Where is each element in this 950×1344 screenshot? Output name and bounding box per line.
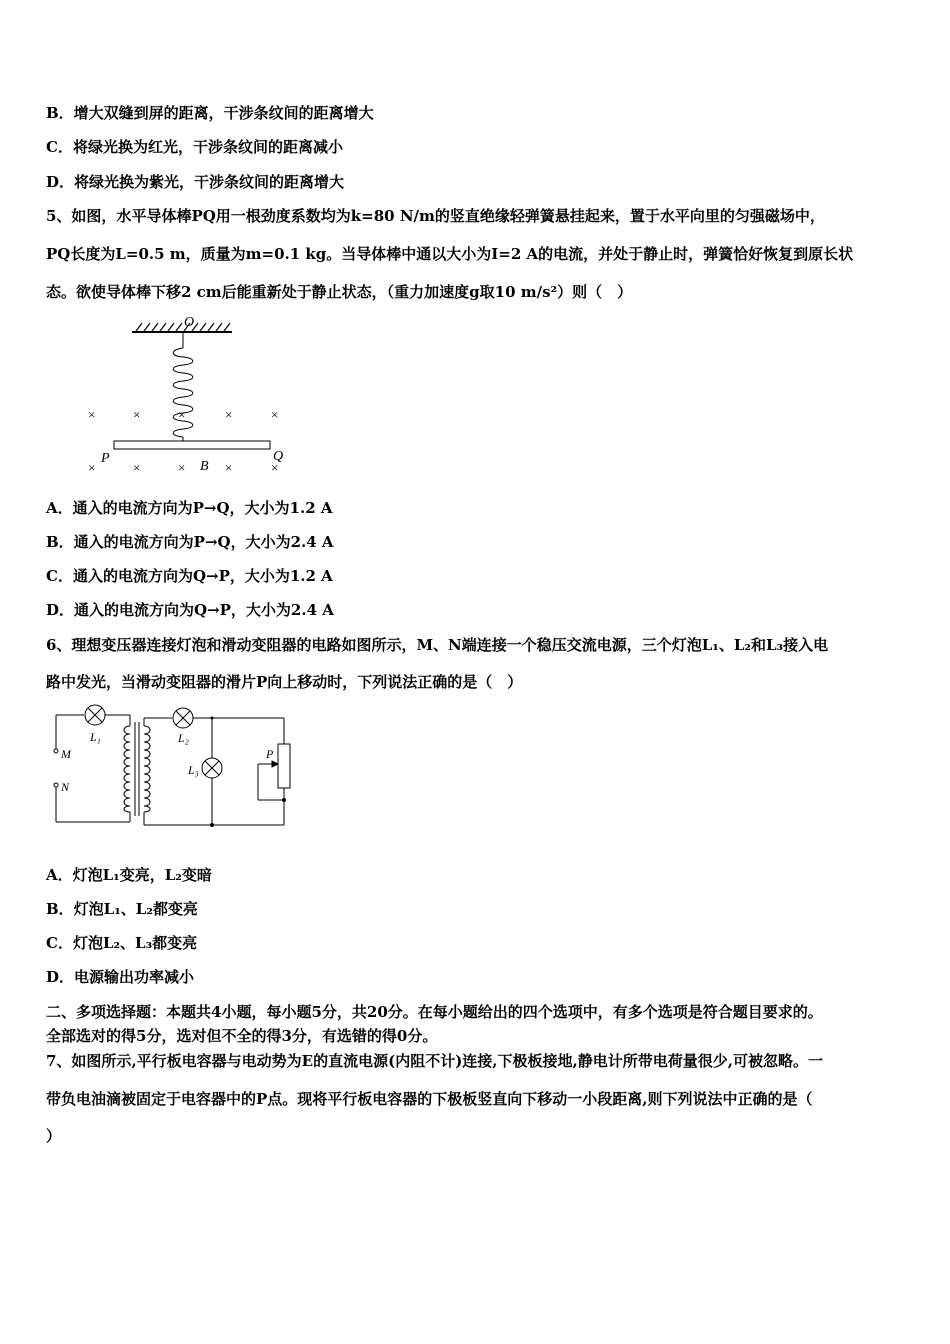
q5-fig-label-b: B — [200, 459, 209, 474]
q5-figure — [80, 310, 300, 480]
q5-option-d: D．通入的电流方向为Q→P，大小为2.4 A — [46, 601, 334, 619]
q5-fig-cross: × — [133, 407, 141, 422]
q6-figure — [44, 704, 294, 830]
q5-fig-cross: × — [178, 460, 186, 475]
q5-option-a: A．通入的电流方向为P→Q，大小为1.2 A — [46, 499, 333, 517]
q5-option-c: C．通入的电流方向为Q→P，大小为1.2 A — [46, 567, 333, 585]
q5-fig-cross: × — [271, 407, 279, 422]
q4-option-d: D．将绿光换为紫光，干涉条纹间的距离增大 — [46, 173, 345, 191]
q6-fig-label-n: N — [61, 780, 70, 794]
q5-fig-label-q: Q — [273, 449, 284, 464]
q5-fig-cross: × — [225, 407, 233, 422]
q5-fig-label-p: P — [101, 451, 110, 466]
q5-fig-cross: × — [133, 460, 141, 475]
q4-option-c: C．将绿光换为红光，干涉条纹间的距离减小 — [46, 138, 343, 156]
q6-option-b: B．灯泡L₁、L₂都变亮 — [46, 900, 198, 918]
q5-stem-line1: 5、如图，水平导体棒PQ用一根劲度系数均为k=80 N/m的竖直绝缘轻弹簧悬挂起来，置于水平向里的匀强磁场中， — [46, 207, 825, 225]
q5-fig-cross: × — [88, 407, 96, 422]
q5-stem-line2: PQ长度为L=0.5 m，质量为m=0.1 kg。当导体棒中通以大小为I=2 A的电流，并处于静止时，弹簧恰好恢复到原长状 — [46, 245, 854, 263]
q6-fig-label-m: M — [61, 747, 71, 761]
q5-fig-cross: × — [225, 460, 233, 475]
q5-fig-cross: × — [271, 460, 279, 475]
q6-stem-line1: 6、理想变压器连接灯泡和滑动变阻器的电路如图所示，M、N端连接一个稳压交流电源，三个灯泡L₁、L₂和L₃接入电 — [46, 636, 829, 654]
q6-fig-label-l3: L₃ — [188, 763, 199, 777]
q6-fig-label-l1: L₁ — [90, 730, 101, 744]
q4-option-b: B．增大双缝到屏的距离，干涉条纹间的距离增大 — [46, 104, 374, 122]
q5-option-b: B．通入的电流方向为P→Q，大小为2.4 A — [46, 533, 334, 551]
section2-heading-line1: 二、多项选择题：本题共4小题，每小题5分，共20分。在每小题给出的四个选项中，有多个选项是符合题目要求的。 — [46, 1003, 823, 1021]
q5-fig-label-o: O — [184, 315, 195, 330]
q5-fig-cross: × — [178, 407, 186, 422]
section2-heading-line2: 全部选对的得5分，选对但不全的得3分，有选错的得0分。 — [46, 1027, 438, 1045]
q7-stem-line3: ） — [46, 1127, 62, 1145]
q7-stem-line1: 7、如图所示,平行板电容器与电动势为E的直流电源(内阻不计)连接,下极板接地,静电计所带电荷量很少,可被忽略。一 — [46, 1052, 823, 1070]
q6-fig-label-p: P — [266, 747, 274, 761]
q5-fig-cross: × — [88, 460, 96, 475]
q6-stem-line2: 路中发光，当滑动变阻器的滑片P向上移动时，下列说法正确的是（ ） — [46, 673, 523, 691]
q7-stem-line2: 带负电油滴被固定于电容器中的P点。现将平行板电容器的下极板竖直向下移动一小段距离,则下列说法中正确的是（ — [46, 1090, 813, 1108]
q6-option-a: A．灯泡L₁变亮，L₂变暗 — [46, 866, 212, 884]
q6-option-d: D．电源输出功率减小 — [46, 968, 195, 986]
q6-option-c: C．灯泡L₂、L₃都变亮 — [46, 934, 198, 952]
q6-fig-label-l2: L₂ — [178, 731, 189, 745]
q5-stem-line3: 态。欲使导体棒下移2 cm后能重新处于静止状态，（重力加速度g取10 m/s²）则（ ） — [46, 283, 633, 301]
